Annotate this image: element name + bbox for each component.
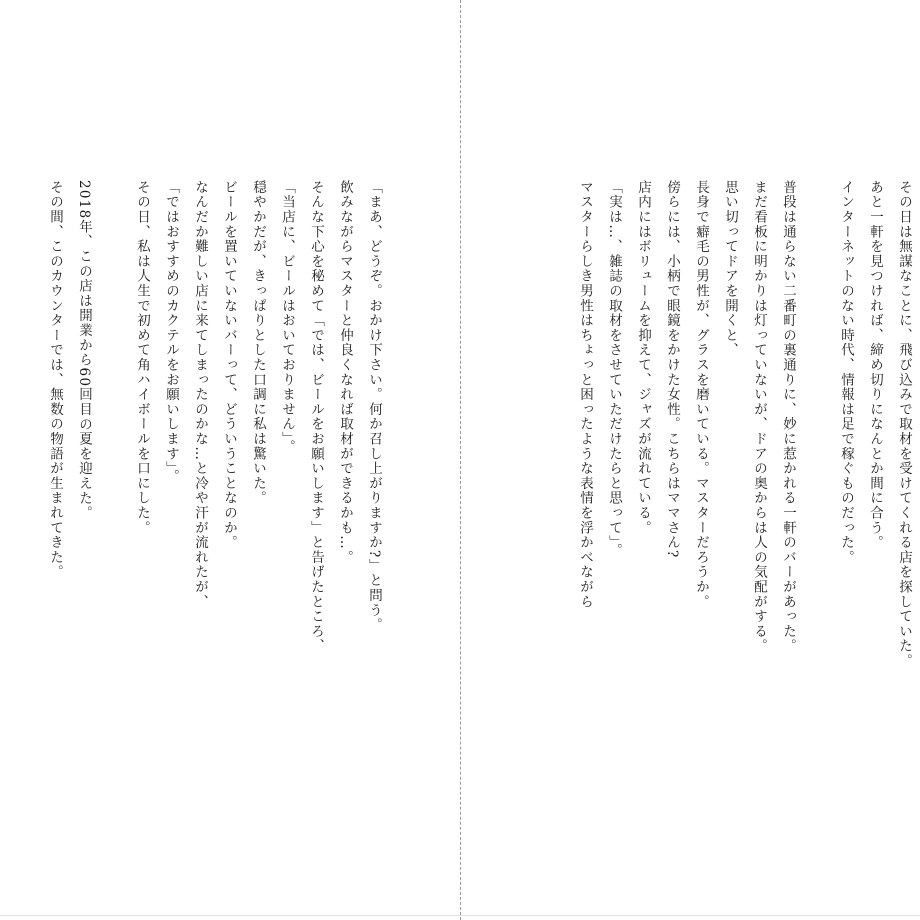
text-line: 「当店に、ビールはおいておりません」。: [279, 180, 295, 455]
right-page: [490, 180, 918, 900]
text-line: 思い切ってドアを開くと、: [722, 180, 738, 358]
text-line: その日、私は人生で初めて角ハイボールを口にした。: [134, 180, 150, 536]
text-line: その日は無謀なことに、飛び込みで取材を受けてくれる店を探していた。: [896, 180, 912, 669]
left-page-text: [40, 180, 388, 900]
text-line: マスターらしき男性はちょっと困ったような表情を浮かべながら: [577, 180, 593, 610]
text-line: 長身で癖毛の男性が、グラスを磨いている。マスターだろうか。: [693, 180, 709, 610]
left-page: [0, 180, 388, 900]
text-line: 傍らには、小柄で眼鏡をかけた女性。こちらはママさん?: [664, 180, 680, 559]
text-line: 店内にはボリュームを抑えて、ジャズが流れている。: [635, 180, 651, 536]
text-line: まだ看板に明かりは灯っていないが、ドアの奥からは人の気配がする。: [751, 180, 767, 654]
text-line: インターネットのない時代、情報は足で稼ぐものだった。: [838, 180, 854, 565]
text-line: 「実は…、雑誌の取材をさせていただけたらと思って」。: [606, 180, 622, 559]
right-page-text: [570, 180, 918, 900]
text-line: 2018年、この店は開業から60回目の夏を迎えた。: [76, 180, 92, 521]
text-line: そんな下心を秘めて「では、ビールをお願いします」と告げたところ、: [308, 180, 324, 654]
text-line: 普段は通らない二番町の裏通りに、妙に惹かれる一軒のバーがあった。: [780, 180, 796, 654]
page-gutter-divider: [460, 0, 461, 920]
text-line: ビールを置いていないバーって、どういうことなのか。: [221, 180, 237, 550]
page-bottom-edge: [0, 915, 920, 916]
text-line: なんだか難しい店に来てしまったのかな…と冷や汗が流れたが、: [192, 180, 208, 610]
text-line: 「ではおすすめのカクテルをお願いします」。: [163, 180, 179, 485]
text-line: その間、このカウンターでは、無数の物語が生まれてきた。: [47, 180, 63, 580]
text-line: 穏やかだが、きっぱりとした口調に私は驚いた。: [250, 180, 266, 506]
blank-line: [98, 180, 127, 900]
text-line: 飲みながらマスターと仲良くなれば取材ができるかも…。: [337, 180, 353, 565]
text-line: 「まあ、どうぞ。おかけ下さい。何か召し上がりますか?」と問う。: [366, 180, 382, 633]
text-line: あと一軒を見つければ、締め切りになんとか間に合う。: [867, 180, 883, 550]
blank-line: [802, 180, 831, 900]
